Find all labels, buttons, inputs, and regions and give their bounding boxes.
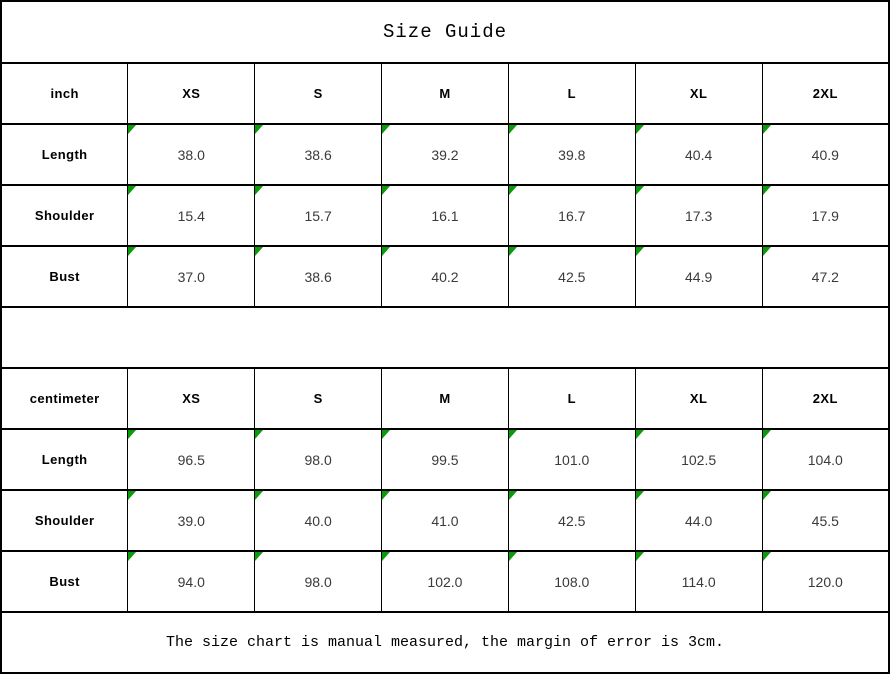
cell-value: 45.5	[811, 512, 839, 529]
spacer-row	[1, 307, 889, 368]
value-cell	[508, 551, 635, 612]
column-header-xs: XS	[128, 63, 255, 124]
column-header-2xl: 2XL	[762, 63, 889, 124]
value-cell	[635, 490, 762, 551]
value-cell	[255, 124, 382, 185]
comment-marker-icon	[636, 186, 644, 195]
value-cell	[762, 429, 889, 490]
cell-value: 39.0	[177, 512, 205, 529]
value-cell	[255, 551, 382, 612]
unit-header-inch: inch	[1, 63, 128, 124]
cell-value: 38.0	[177, 146, 205, 163]
cell-value: 15.4	[177, 207, 205, 224]
value-cell	[508, 124, 635, 185]
value-cell	[255, 185, 382, 246]
comment-marker-icon	[255, 125, 263, 134]
value-cell	[255, 246, 382, 307]
comment-marker-icon	[509, 125, 517, 134]
cell-value: 98.0	[304, 451, 332, 468]
row-label-shoulder: Shoulder	[1, 490, 128, 551]
cell-value: 44.0	[685, 512, 713, 529]
value-cell	[128, 124, 255, 185]
comment-marker-icon	[382, 125, 390, 134]
row-label-bust: Bust	[1, 246, 128, 307]
cell-value: 101.0	[554, 451, 590, 468]
comment-marker-icon	[509, 247, 517, 256]
value-cell	[382, 185, 509, 246]
column-header-xl: XL	[635, 368, 762, 429]
cell-value: 40.0	[304, 512, 332, 529]
cell-value: 39.2	[431, 146, 459, 163]
comment-marker-icon	[255, 491, 263, 500]
table-row	[1, 185, 889, 246]
cell-value: 102.0	[427, 573, 463, 590]
comment-marker-icon	[509, 552, 517, 561]
footer-note: The size chart is manual measured, the margin of error is 3cm.	[1, 612, 889, 673]
value-cell	[508, 246, 635, 307]
row-label-length: Length	[1, 124, 128, 185]
value-cell	[128, 551, 255, 612]
column-header-xl: XL	[635, 63, 762, 124]
value-cell	[382, 124, 509, 185]
value-cell	[255, 490, 382, 551]
row-label-bust: Bust	[1, 551, 128, 612]
column-header-2xl: 2XL	[762, 368, 889, 429]
cell-value: 98.0	[304, 573, 332, 590]
value-cell	[128, 490, 255, 551]
cell-value: 17.3	[685, 207, 713, 224]
cell-value: 102.5	[681, 451, 717, 468]
comment-marker-icon	[763, 125, 771, 134]
cell-value: 38.6	[304, 268, 332, 285]
cell-value: 15.7	[304, 207, 332, 224]
comment-marker-icon	[382, 247, 390, 256]
value-cell	[128, 429, 255, 490]
cell-value: 94.0	[177, 573, 205, 590]
comment-marker-icon	[763, 247, 771, 256]
table-row	[1, 246, 889, 307]
comment-marker-icon	[255, 247, 263, 256]
value-cell	[762, 246, 889, 307]
value-cell	[508, 185, 635, 246]
cell-value: 120.0	[807, 573, 843, 590]
value-cell	[762, 124, 889, 185]
cell-value: 37.0	[177, 268, 205, 285]
cell-value: 42.5	[558, 268, 586, 285]
value-cell	[635, 429, 762, 490]
value-cell	[762, 185, 889, 246]
comment-marker-icon	[255, 186, 263, 195]
comment-marker-icon	[128, 491, 136, 500]
comment-marker-icon	[382, 430, 390, 439]
cell-value: 40.9	[811, 146, 839, 163]
cell-value: 104.0	[807, 451, 843, 468]
row-label-shoulder: Shoulder	[1, 185, 128, 246]
value-cell	[635, 124, 762, 185]
comment-marker-icon	[128, 186, 136, 195]
page-title: Size Guide	[1, 1, 889, 63]
value-cell	[635, 246, 762, 307]
comment-marker-icon	[763, 552, 771, 561]
comment-marker-icon	[128, 552, 136, 561]
comment-marker-icon	[255, 552, 263, 561]
cell-value: 108.0	[554, 573, 590, 590]
column-header-s: S	[255, 368, 382, 429]
cell-value: 38.6	[304, 146, 332, 163]
cell-value: 99.5	[431, 451, 459, 468]
cell-value: 16.1	[431, 207, 459, 224]
comment-marker-icon	[763, 430, 771, 439]
cell-value: 40.2	[431, 268, 459, 285]
column-header-m: M	[382, 63, 509, 124]
value-cell	[635, 551, 762, 612]
column-header-l: L	[508, 63, 635, 124]
unit-header-centimeter: centimeter	[1, 368, 128, 429]
value-cell	[382, 490, 509, 551]
cell-value: 16.7	[558, 207, 586, 224]
comment-marker-icon	[763, 491, 771, 500]
value-cell	[635, 185, 762, 246]
cell-value: 96.5	[177, 451, 205, 468]
column-header-l: L	[508, 368, 635, 429]
table-row	[1, 490, 889, 551]
cell-value: 114.0	[681, 573, 716, 590]
cell-value: 44.9	[685, 268, 713, 285]
value-cell	[382, 429, 509, 490]
value-cell	[382, 246, 509, 307]
column-header-s: S	[255, 63, 382, 124]
value-cell	[762, 490, 889, 551]
comment-marker-icon	[636, 430, 644, 439]
comment-marker-icon	[382, 552, 390, 561]
comment-marker-icon	[763, 186, 771, 195]
comment-marker-icon	[636, 552, 644, 561]
comment-marker-icon	[636, 491, 644, 500]
column-header-m: M	[382, 368, 509, 429]
comment-marker-icon	[636, 125, 644, 134]
value-cell	[508, 490, 635, 551]
value-cell	[255, 429, 382, 490]
value-cell	[382, 551, 509, 612]
comment-marker-icon	[382, 491, 390, 500]
table-row	[1, 551, 889, 612]
comment-marker-icon	[128, 247, 136, 256]
cell-value: 42.5	[558, 512, 586, 529]
table-row	[1, 429, 889, 490]
cell-value: 17.9	[811, 207, 839, 224]
cell-value: 39.8	[558, 146, 586, 163]
comment-marker-icon	[509, 491, 517, 500]
table-row	[1, 124, 889, 185]
value-cell	[128, 185, 255, 246]
cell-value: 41.0	[431, 512, 459, 529]
value-cell	[128, 246, 255, 307]
comment-marker-icon	[636, 247, 644, 256]
comment-marker-icon	[128, 430, 136, 439]
comment-marker-icon	[509, 186, 517, 195]
comment-marker-icon	[255, 430, 263, 439]
value-cell	[762, 551, 889, 612]
cell-value: 47.2	[811, 268, 839, 285]
cell-value: 40.4	[685, 146, 713, 163]
comment-marker-icon	[382, 186, 390, 195]
row-label-length: Length	[1, 429, 128, 490]
column-header-xs: XS	[128, 368, 255, 429]
comment-marker-icon	[128, 125, 136, 134]
comment-marker-icon	[509, 430, 517, 439]
value-cell	[508, 429, 635, 490]
